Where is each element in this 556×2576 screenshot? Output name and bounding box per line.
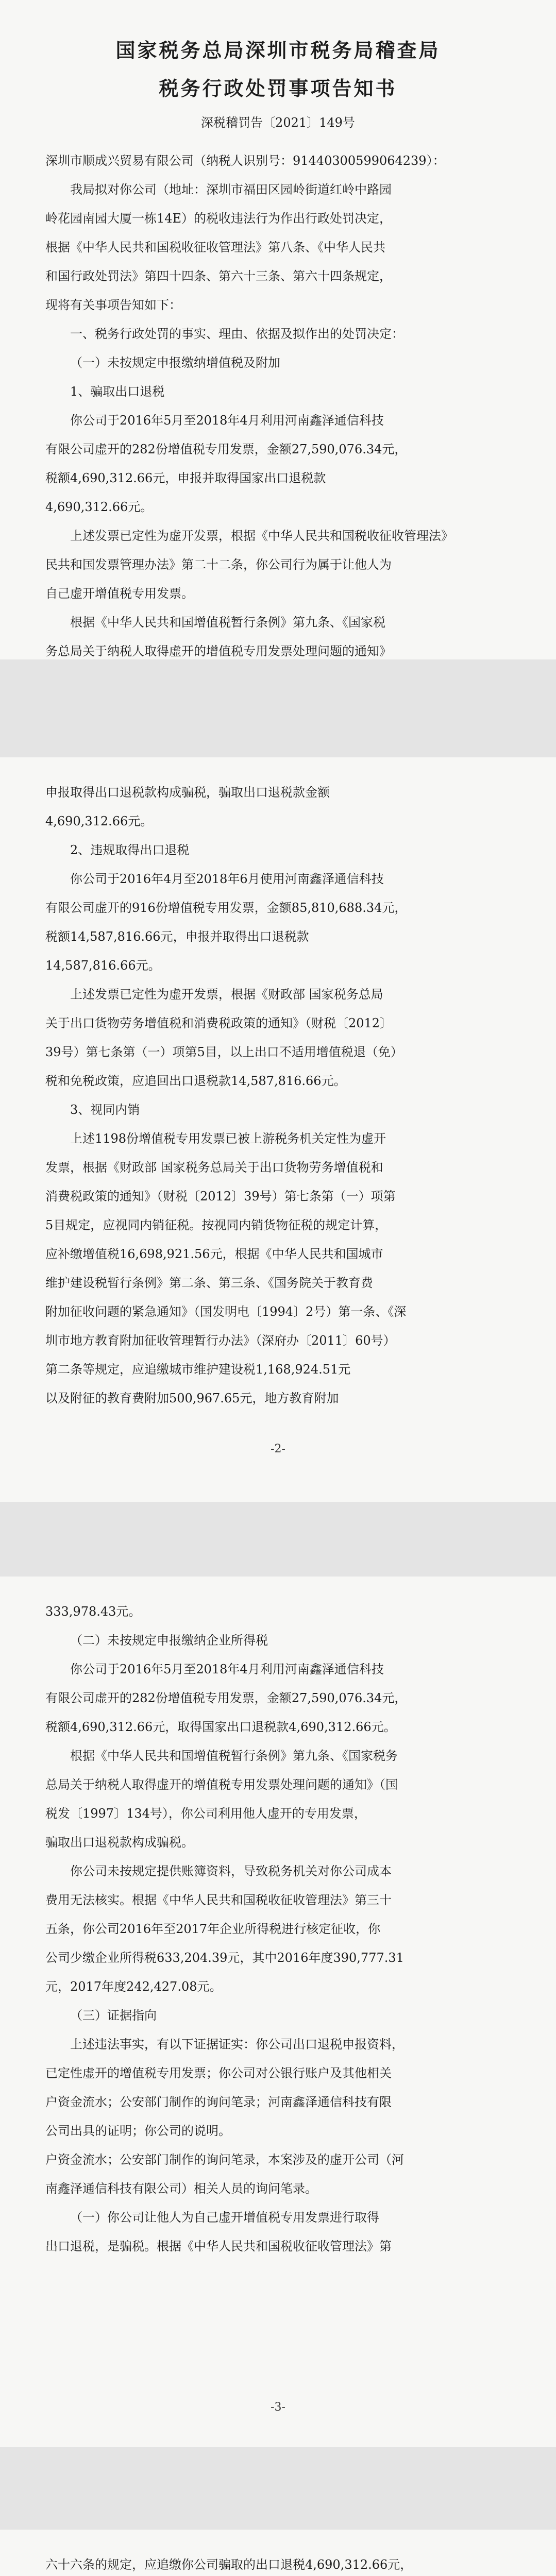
text-line: 出口退税，是骗税。根据《中华人民共和国税收征收管理法》第 (45, 2239, 392, 2253)
document-page-3 (0, 1577, 556, 2447)
document-title: 税务行政处罚事项告知书 (159, 77, 397, 100)
text-line: 维护建设税暂行条例》第二条、第三条、《国务院关于教育费 (45, 1276, 373, 1290)
item-heading: 2、违规取得出口退税 (70, 843, 190, 857)
subsection-heading: （三）证据指向 (70, 2008, 157, 2023)
text-line: 39号）第七条第（一）项第5目，以上出口不适用增值税退（免） (45, 1045, 403, 1059)
text-line: （一）你公司让他人为自己虚开增值税专用发票进行取得 (70, 2210, 379, 2225)
text-line: 户资金流水；公安部门制作的询问笔录；河南鑫泽通信科技有限 (45, 2095, 392, 2109)
text-line: 根据《中华人民共和国税收征收管理法》第八条、《中华人民共 (45, 240, 385, 255)
text-line: 根据《中华人民共和国增值税暂行条例》第九条、《国家税务 (70, 1749, 398, 1763)
text-line: 自己虚开增值税专用发票。 (45, 586, 194, 601)
text-line: 以及附征的教育费附加500,967.65元，地方教育附加 (45, 1391, 339, 1405)
subsection-heading: （二）未按规定申报缴纳企业所得税 (70, 1633, 268, 1648)
text-line: 附加征收问题的紧急通知》（国发明电〔1994〕2号）第一条、《深 (45, 1304, 407, 1319)
text-line: 税额4,690,312.66元，取得国家出口退税款4,690,312.66元。 (45, 1720, 396, 1734)
page3-body (45, 1597, 511, 2261)
text-line: 你公司于2016年5月至2018年4月利用河南鑫泽通信科技 (70, 1662, 384, 1676)
addressee: 深圳市顺成兴贸易有限公司（纳税人识别号：91440300599064239）： (45, 154, 445, 168)
text-line: 户资金流水；公安部门制作的询问笔录，本案涉及的虚开公司（河 (45, 2153, 404, 2167)
document-page-1 (0, 0, 556, 659)
text-line: 五条，你公司2016年至2017年企业所得税进行核定征收，你 (45, 1922, 381, 1936)
document-number: 深税稽罚告〔2021〕149号 (201, 115, 355, 130)
text-line: 元，2017年度242,427.08元。 (45, 1979, 222, 1994)
text-line: 333,978.43元。 (45, 1604, 141, 1619)
text-line: 关于出口货物劳务增值税和消费税政策的通知》（财税〔2012〕 (45, 1016, 393, 1030)
section-heading: 一、税务行政处罚的事实、理由、依据及拟作出的处罚决定： (70, 327, 404, 341)
text-line: 总局关于纳税人取得虚开的增值税专用发票处理问题的通知》（国 (45, 1777, 398, 1792)
item-heading: 1、骗取出口退税 (70, 384, 165, 399)
text-line: 已定性虚开的增值税专用发票；你公司对公银行账户及其他相关 (45, 2066, 392, 2080)
text-line: 税发〔1997〕134号），你公司利用他人虚开的专用发票， (45, 1806, 366, 1821)
item-heading: 3、视同内销 (70, 1103, 140, 1117)
text-line: 南鑫泽通信科技有限公司）相关人员的询问笔录。 (45, 2181, 317, 2196)
text-line: 岭花园南园大厦一栋14E）的税收违法行为作出行政处罚决定， (45, 211, 392, 226)
text-line: 有限公司虚开的282份增值税专用发票，金额27,590,076.34元， (45, 1691, 407, 1705)
page-number: -3- (271, 2401, 285, 2414)
text-line: 民共和国发票管理办法》第二十二条，你公司行为属于让他人为 (45, 557, 392, 572)
text-line: 我局拟对你公司（地址：深圳市福田区园岭街道红岭中路园 (70, 182, 392, 197)
page-gap (0, 2447, 556, 2530)
text-line: 第二条等规定，应追缴城市维护建设税1,168,924.51元 (45, 1362, 351, 1377)
text-line: 有限公司虚开的282份增值税专用发票，金额27,590,076.34元， (45, 442, 407, 456)
text-line: 六十六条的规定，应追缴你公司骗取的出口退税4,690,312.66元， (45, 2557, 413, 2572)
text-line: 4,690,312.66元。 (45, 814, 153, 828)
document-page-4 (0, 2530, 556, 2576)
text-line: 5目规定，应视同内销征税。按视同内销货物征税的规定计算， (45, 1218, 387, 1232)
text-line: 上述发票已定性为虚开发票，根据《中华人民共和国税收征收管理法》 (70, 529, 453, 543)
text-line: 上述发票已定性为虚开发票，根据《财政部 国家税务总局 (70, 987, 383, 1002)
page4-body (45, 2550, 511, 2576)
text-line: 上述违法事实，有以下证据证实：你公司出口退税申报资料， (70, 2037, 404, 2052)
subsection-heading: （一）未按规定申报缴纳增值税及附加 (70, 355, 280, 370)
page-number: -2- (271, 1443, 285, 1455)
text-line: 税和免税政策，应追回出口退税款14,587,816.66元。 (45, 1074, 346, 1088)
text-line: 你公司未按规定提供账簿资料，导致税务机关对你公司成本 (70, 1864, 392, 1878)
text-line: 税额14,587,816.66元，申报并取得出口退税款 (45, 929, 309, 944)
page2-body (45, 778, 511, 1413)
text-line: 申报取得出口退税款构成骗税，骗取出口退税款金额 (45, 785, 330, 800)
issuing-authority-title: 国家税务总局深圳市税务局稽查局 (115, 39, 441, 62)
text-line: 和国行政处罚法》第四十四条、第六十三条、第六十四条规定， (45, 269, 392, 283)
text-line: 你公司于2016年4月至2018年6月使用河南鑫泽通信科技 (70, 872, 384, 886)
text-line: 公司少缴企业所得税633,204.39元，其中2016年度390,777.31 (45, 1951, 404, 1965)
text-line: 你公司于2016年5月至2018年4月利用河南鑫泽通信科技 (70, 413, 384, 428)
text-line: 根据《中华人民共和国增值税暂行条例》第九条、《国家税 (70, 615, 385, 630)
text-line: 圳市地方教育附加征收管理暂行办法》（深府办〔2011〕60号） (45, 1333, 396, 1348)
document-page-2 (0, 757, 556, 1502)
text-line: 上述1198份增值税专用发票已被上游税务机关定性为虚开 (70, 1131, 386, 1146)
text-line: 应补缴增值税16,698,921.56元，根据《中华人民共和国城市 (45, 1247, 383, 1261)
text-line: 有限公司虚开的916份增值税专用发票，金额85,810,688.34元， (45, 901, 407, 915)
page-gap (0, 1502, 556, 1577)
text-line: 公司出具的证明；你公司的说明。 (45, 2124, 231, 2138)
page-gap (0, 659, 556, 757)
text-line: 4,690,312.66元。 (45, 500, 153, 514)
text-line: 费用无法核实。根据《中华人民共和国税收征收管理法》第三十 (45, 1893, 392, 1907)
text-line: 现将有关事项告知如下： (45, 298, 181, 312)
text-line: 税额4,690,312.66元，申报并取得国家出口退税款 (45, 471, 326, 485)
text-line: 消费税政策的通知》（财税〔2012〕39号）第七条第（一）项第 (45, 1189, 396, 1204)
text-line: 骗取出口退税款构成骗税。 (45, 1835, 194, 1850)
text-line: 14,587,816.66元。 (45, 958, 161, 973)
text-line: 发票，根据《财政部 国家税务总局关于出口货物劳务增值税和 (45, 1160, 383, 1175)
text-line: 务总局关于纳税人取得虚开的增值税专用发票处理问题的通知》 (45, 644, 392, 658)
